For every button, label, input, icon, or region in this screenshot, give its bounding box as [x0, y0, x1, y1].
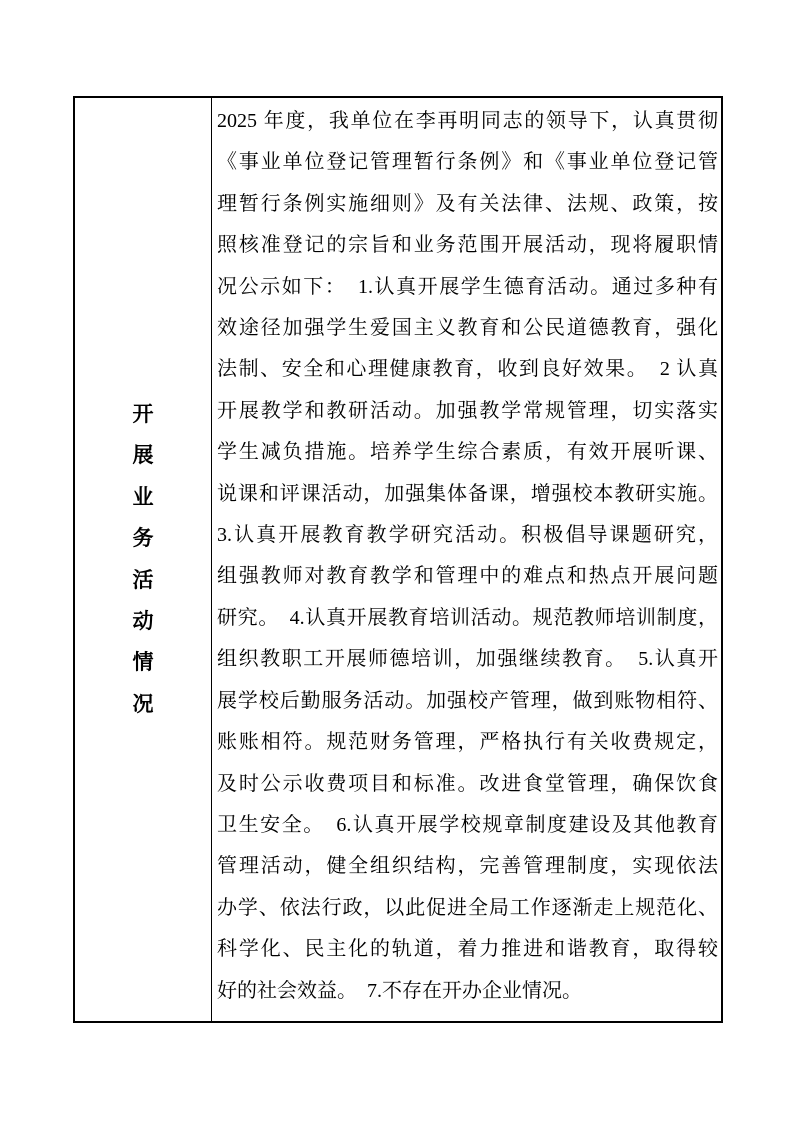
- text-line: 说课和评课活动，加强集体备课，增强校本教研实施。: [217, 482, 718, 505]
- text-line: 管理活动，健全组织结构，完善管理制度，实现依法: [217, 855, 718, 878]
- activity-report-cell: [212, 98, 721, 1021]
- row-label-char: 情: [132, 650, 154, 675]
- text-line: 效途径加强学生爱国主义教育和公民道德教育，强化: [217, 317, 718, 340]
- text-line: 理暂行条例实施细则》及有关法律、法规、政策，按: [217, 192, 718, 215]
- row-label-char: 动: [132, 608, 154, 633]
- row-label-char: 活: [132, 567, 154, 592]
- row-label-char: 务: [132, 526, 154, 551]
- text-line: 展学校后勤服务活动。加强校产管理，做到账物相符、: [217, 689, 718, 712]
- text-line: 《事业单位登记管理暂行条例》和《事业单位登记管: [217, 151, 718, 174]
- text-line: 开展教学和教研活动。加强教学常规管理，切实落实: [217, 399, 718, 422]
- text-line: 办学、依法行政，以此促进全局工作逐渐走上规范化、: [217, 896, 718, 919]
- text-line: 况公示如下： 1.认真开展学生德育活动。通过多种有: [217, 275, 718, 298]
- text-line: 法制、安全和心理健康教育，收到良好效果。 2 认真: [217, 358, 718, 381]
- row-label-char: 业: [132, 484, 154, 509]
- text-line: 学生减负措施。培养学生综合素质，有效开展听课、: [217, 441, 718, 464]
- row-label-cell: [75, 98, 212, 1021]
- text-line: 照核准登记的宗旨和业务范围开展活动，现将履职情: [217, 234, 718, 257]
- text-line: 组强教师对教育教学和管理中的难点和热点开展问题: [217, 565, 718, 588]
- text-line: 研究。 4.认真开展教育培训活动。规范教师培训制度，: [217, 606, 718, 629]
- text-line: 及时公示收费项目和标准。改进食堂管理，确保饮食: [217, 772, 718, 795]
- text-line: 2025 年度，我单位在李再明同志的领导下，认真贯彻: [217, 110, 718, 132]
- text-line: 科学化、民主化的轨道，着力推进和谐教育，取得较: [217, 938, 718, 961]
- row-label-char: 开: [132, 401, 154, 426]
- row-label-char: 况: [132, 691, 154, 716]
- row-label-char: 展: [132, 443, 154, 468]
- text-line: 卫生安全。 6.认真开展学校规章制度建设及其他教育: [217, 813, 718, 836]
- text-line: 组织教职工开展师德培训，加强继续教育。 5.认真开: [217, 648, 718, 671]
- text-line: 好的社会效益。 7.不存在开办企业情况。: [217, 979, 582, 1002]
- text-line: 3.认真开展教育教学研究活动。积极倡导课题研究，: [217, 524, 718, 547]
- report-table: [73, 96, 723, 1023]
- text-line: 账账相符。规范财务管理，严格执行有关收费规定，: [217, 731, 718, 754]
